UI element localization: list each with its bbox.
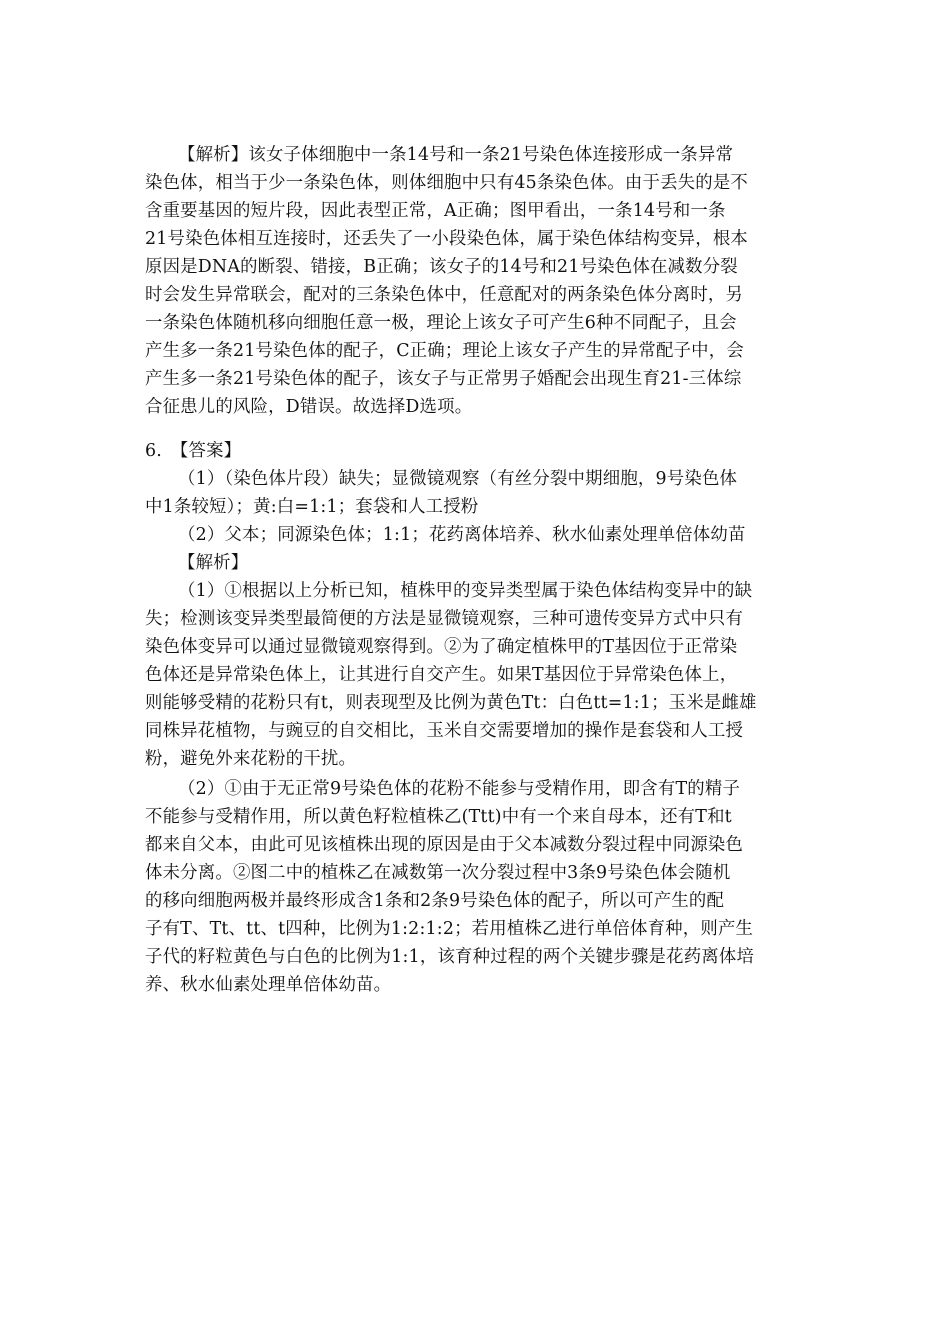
analysis-2-line: 的移向细胞两极并最终形成含1条和2条9号染色体的配子，所以可产生的配 [145, 891, 725, 911]
text-line: 产生多一条21号染色体的配子，C正确；理论上该女子产生的异常配子中，会 [145, 341, 744, 361]
text-line: 21号染色体相互连接时，还丢失了一小段染色体，属于染色体结构变异，根本 [145, 229, 749, 249]
text-line: 产生多一条21号染色体的配子，该女子与正常男子婚配会出现生育21-三体综 [145, 369, 742, 389]
analysis-1-line: 则能够受精的花粉只有t，则表现型及比例为黄色Tt：白色tt=1:1；玉米是雌雄 [145, 693, 757, 713]
analysis-1-line: 色体还是异常染色体上，让其进行自交产生。如果T基因位于异常染色体上， [145, 665, 738, 685]
answer-1-line: 中1条较短）；黄:白=1:1；套袋和人工授粉 [145, 497, 479, 517]
analysis-1-line: 失；检测该变异类型最简便的方法是显微镜观察，三种可遗传变异方式中只有 [145, 609, 744, 629]
text-line: 含重要基因的短片段，因此表型正常，A正确；图甲看出，一条14号和一条 [145, 201, 726, 221]
analysis-2-line: （2）①由于无正常9号染色体的花粉不能参与受精作用，即含有T的精子 [178, 779, 741, 799]
analysis-1-line: （1）①根据以上分析已知，植株甲的变异类型属于染色体结构变异中的缺 [178, 581, 753, 601]
answer-2-line: （2）父本；同源染色体；1:1；花药离体培养、秋水仙素处理单倍体幼苗 [178, 525, 746, 545]
text-line: 合征患儿的风险，D错误。故选择D选项。 [145, 397, 473, 417]
analysis-2-line: 养、秋水仙素处理单倍体幼苗。 [145, 975, 392, 995]
text-line: 染色体，相当于少一条染色体，则体细胞中只有45条染色体。由于丢失的是不 [145, 173, 749, 193]
analysis-label: 【解析】 [178, 553, 249, 573]
analysis-2-line: 都来自父本，由此可见该植株出现的原因是由于父本减数分裂过程中同源染色 [145, 835, 744, 855]
text-line: 【解析】该女子体细胞中一条14号和一条21号染色体连接形成一条异常 [178, 145, 734, 165]
text-line: 原因是DNA的断裂、错接，B正确；该女子的14号和21号染色体在减数分裂 [145, 257, 738, 277]
analysis-2-line: 子代的籽粒黄色与白色的比例为1:1，该育种过程的两个关键步骤是花药离体培 [145, 947, 755, 967]
answer-1-line: （1）（染色体片段）缺失；显微镜观察（有丝分裂中期细胞，9号染色体 [178, 469, 738, 489]
analysis-1-line: 染色体变异可以通过显微镜观察得到。②为了确定植株甲的T基因位于正常染 [145, 637, 738, 657]
text-line: 时会发生异常联会，配对的三条染色体中，任意配对的两条染色体分离时，另 [145, 285, 744, 305]
analysis-2-line: 体未分离。②图二中的植株乙在减数第一次分裂过程中3条9号染色体会随机 [145, 863, 731, 883]
analysis-1-line: 粉，避免外来花粉的干扰。 [145, 749, 357, 769]
analysis-2-line: 子有T、Tt、tt、t四种，比例为1:2:1:2；若用植株乙进行单倍体育种，则产生 [145, 919, 754, 939]
analysis-2-line: 不能参与受精作用，所以黄色籽粒植株乙(Ttt)中有一个来自母本，还有T和t [145, 807, 732, 827]
analysis-1-line: 同株异花植物，与豌豆的自交相比，玉米自交需要增加的操作是套袋和人工授 [145, 721, 744, 741]
question-header: 6. 【答案】 [145, 441, 242, 461]
text-line: 一条染色体随机移向细胞任意一极，理论上该女子可产生6种不同配子，且会 [145, 313, 737, 333]
